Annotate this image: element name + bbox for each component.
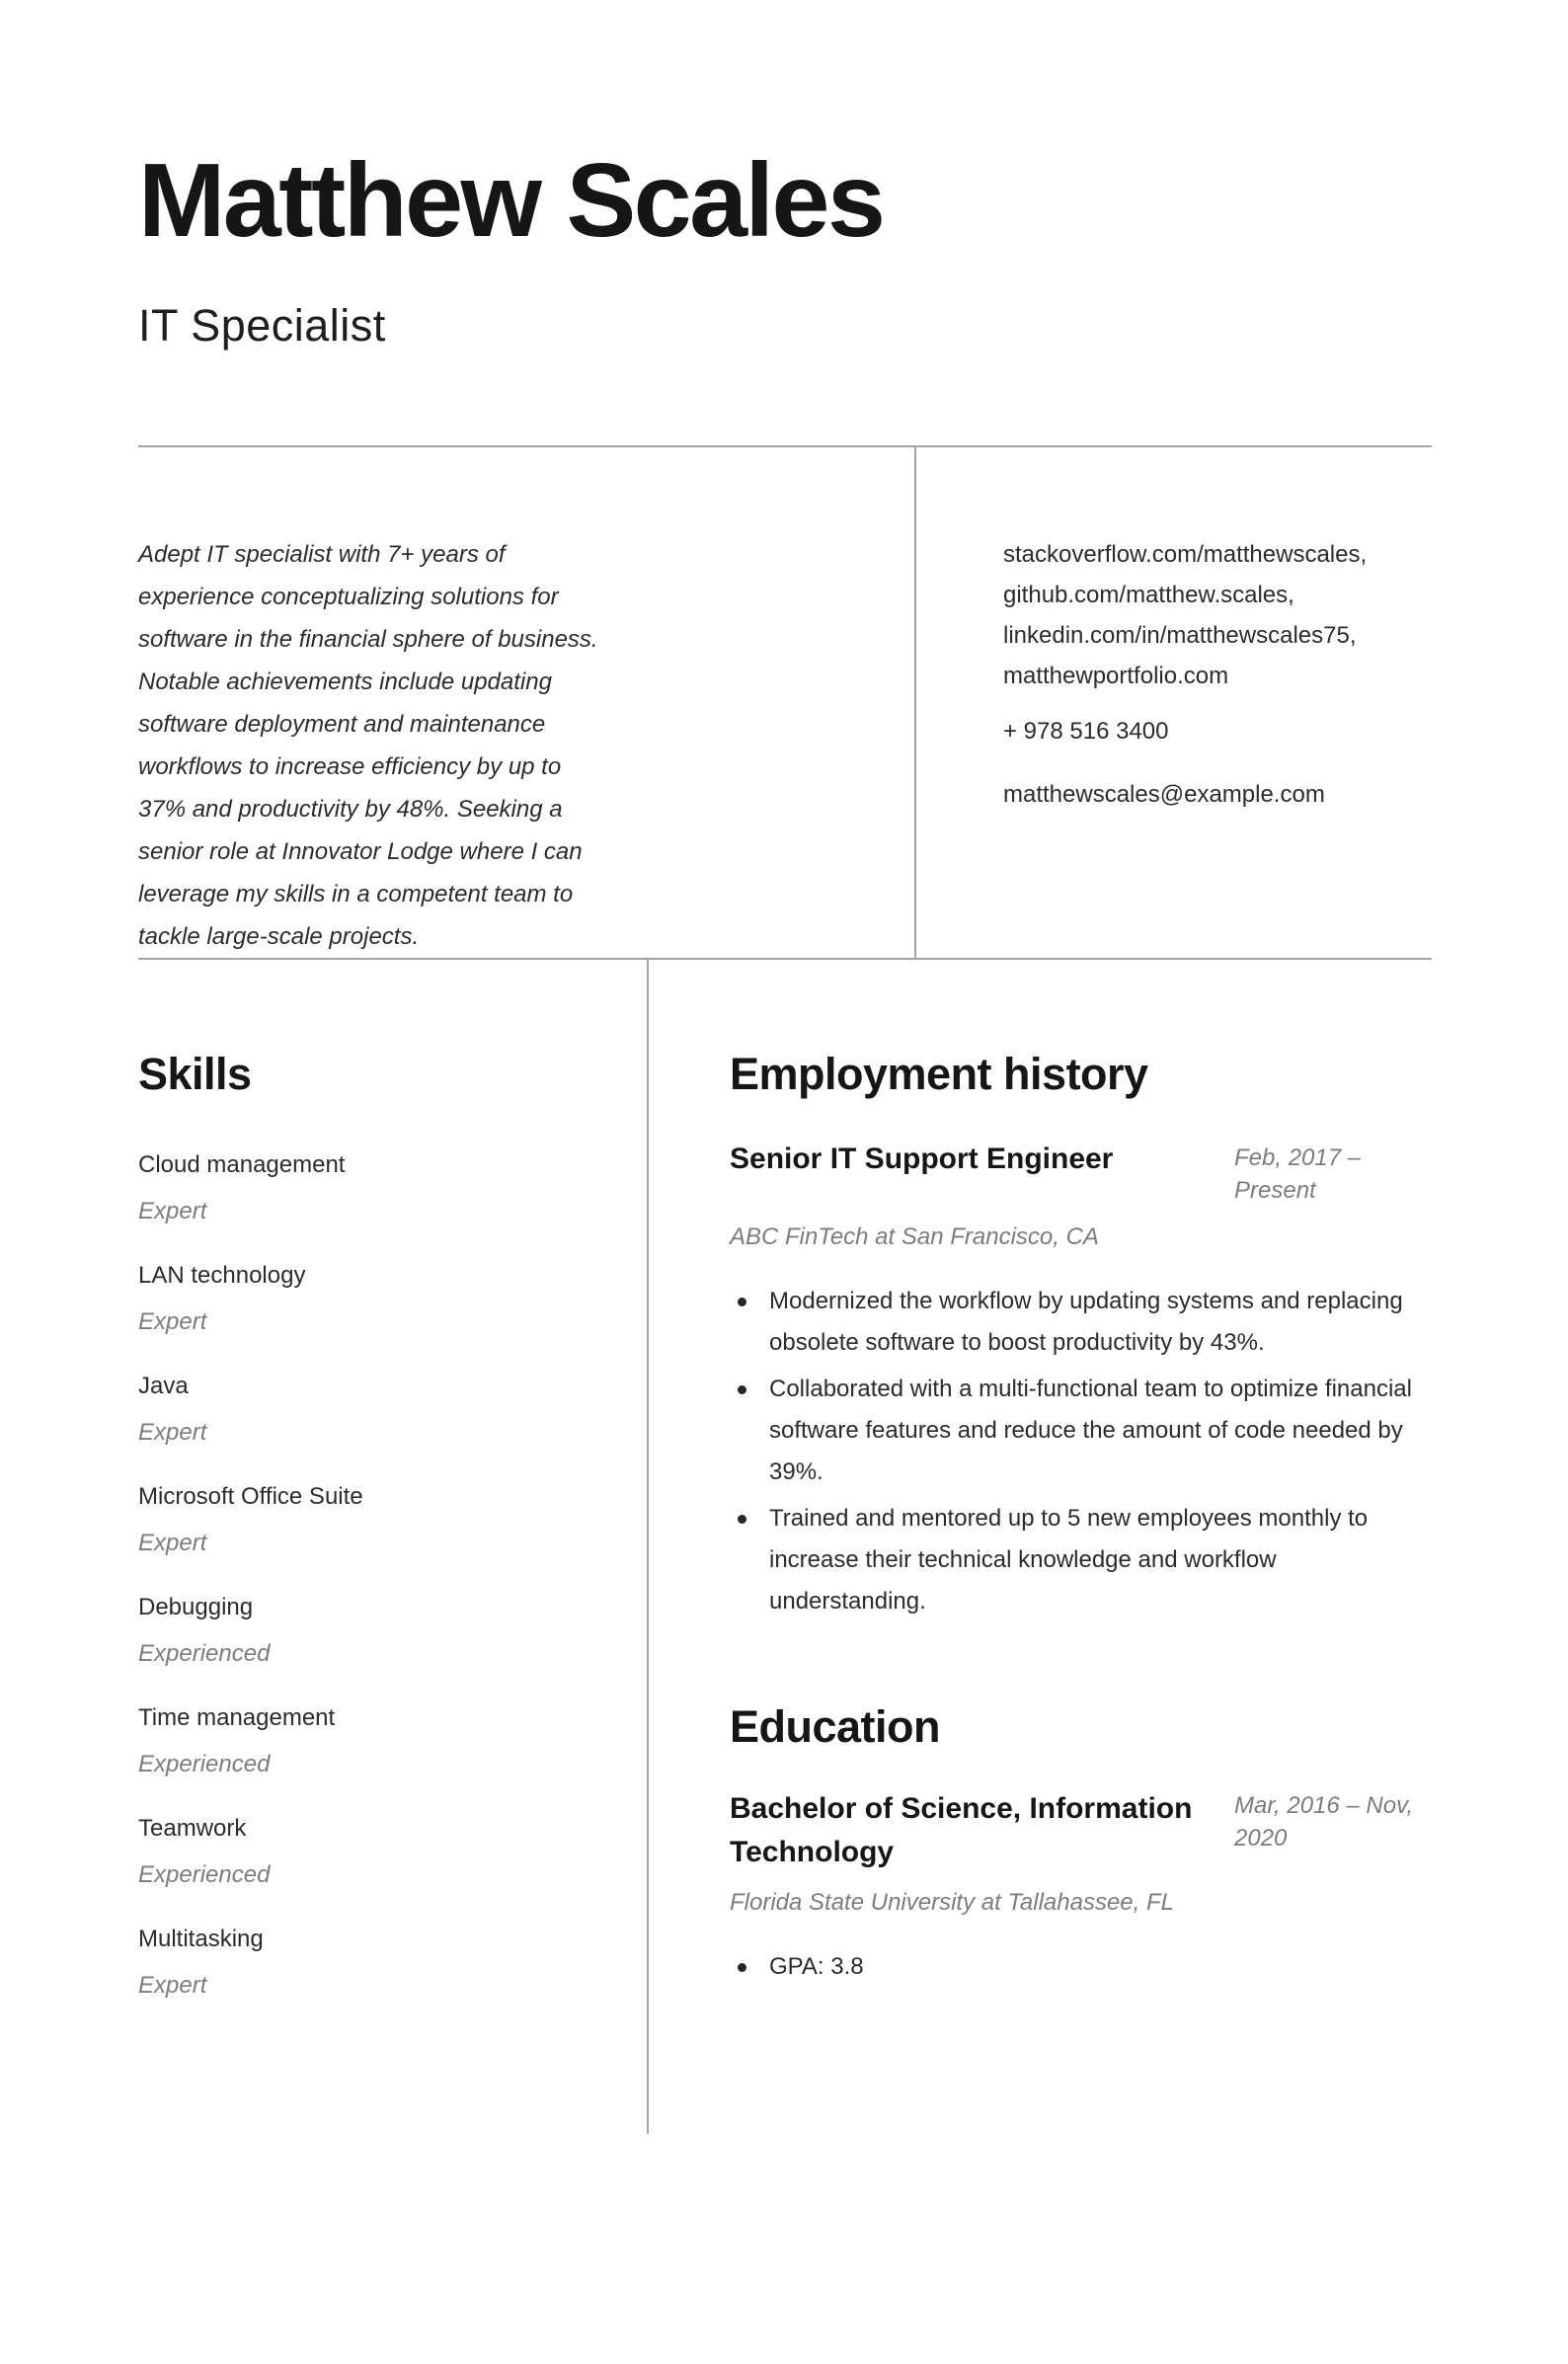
job-bullet: Trained and mentored up to 5 new employees monthly to increase their technical knowledge and workflow understanding. <box>730 1498 1432 1622</box>
skill-level: Experienced <box>138 1861 271 1888</box>
skill-item <box>138 1919 607 2007</box>
skill-level: Expert <box>138 1308 207 1335</box>
job-position-title: Senior IT Support Engineer <box>730 1143 1114 1175</box>
education-header <box>730 1787 1432 1874</box>
summary-column <box>138 447 916 958</box>
education-bullet-list <box>730 1946 1432 1988</box>
profile-summary: Adept IT specialist with 7+ years of experience conceptualizing solutions for software in the financial sphere of business. Notable achievements include updating software deployment and maintenance workflows to increase efficiency by up to 37% and productivity by 48%. Seeking a senior role at Innovator Lodge where I can leverage my skills in a competent team to tackle large-scale projects. <box>138 541 598 950</box>
job-bullet: Collaborated with a multi-functional team to optimize financial software features and reduce the amount of code needed by 39%. <box>730 1369 1432 1493</box>
skills-heading: Skills <box>138 1049 252 1099</box>
skill-level: Expert <box>138 1419 207 1446</box>
skill-name: LAN technology <box>138 1262 306 1289</box>
skill-name: Java <box>138 1373 189 1399</box>
contact-phone[interactable]: + 978 516 3400 <box>1003 718 1169 745</box>
skill-item <box>138 1476 607 1564</box>
contact-email[interactable]: matthewscales@example.com <box>1003 781 1325 808</box>
skill-item <box>138 1144 607 1232</box>
main-column <box>649 960 1432 2134</box>
summary-contact-section <box>138 445 1432 958</box>
skills-employment-section <box>138 958 1432 2134</box>
skill-level: Expert <box>138 1198 207 1224</box>
skills-column <box>138 960 649 2134</box>
skill-level: Experienced <box>138 1751 271 1777</box>
skill-item <box>138 1808 607 1896</box>
skill-item <box>138 1697 607 1785</box>
skill-name: Multitasking <box>138 1926 264 1952</box>
employment-heading: Employment history <box>730 1049 1148 1099</box>
job-title-subtitle: IT Specialist <box>138 300 386 351</box>
education-dates: Mar, 2016 – Nov, 2020 <box>1234 1792 1413 1852</box>
education-school-location: Florida State University at Tallahassee, FL <box>730 1889 1174 1916</box>
contact-links[interactable]: stackoverflow.com/matthewscales, github.com/matthew.scales, linkedin.com/in/matthewscales75, matthewportfolio.com <box>1003 541 1368 689</box>
resume-page <box>0 142 1568 2364</box>
skill-name: Cloud management <box>138 1151 346 1178</box>
job-dates: Feb, 2017 – Present <box>1234 1144 1362 1204</box>
skills-list <box>138 1144 607 2007</box>
skill-level: Experienced <box>138 1640 271 1667</box>
skill-name: Microsoft Office Suite <box>138 1483 363 1510</box>
skill-item <box>138 1255 607 1343</box>
education-bullet: GPA: 3.8 <box>730 1946 1432 1988</box>
person-name: Matthew Scales <box>138 142 884 259</box>
education-heading: Education <box>730 1701 941 1752</box>
job-bullet: Modernized the workflow by updating systems and replacing obsolete software to boost productivity by 43%. <box>730 1281 1432 1364</box>
degree-title: Bachelor of Science, Information Technology <box>730 1792 1193 1868</box>
job-company-location: ABC FinTech at San Francisco, CA <box>730 1223 1099 1250</box>
skill-level: Expert <box>138 1530 207 1556</box>
job-bullet-list <box>730 1281 1432 1622</box>
contact-column <box>916 447 1432 958</box>
skill-name: Debugging <box>138 1594 254 1620</box>
skill-level: Expert <box>138 1972 207 1999</box>
skill-item <box>138 1366 607 1454</box>
skill-name: Time management <box>138 1704 336 1731</box>
skill-name: Teamwork <box>138 1815 247 1842</box>
skill-item <box>138 1587 607 1675</box>
job-header <box>730 1140 1432 1207</box>
